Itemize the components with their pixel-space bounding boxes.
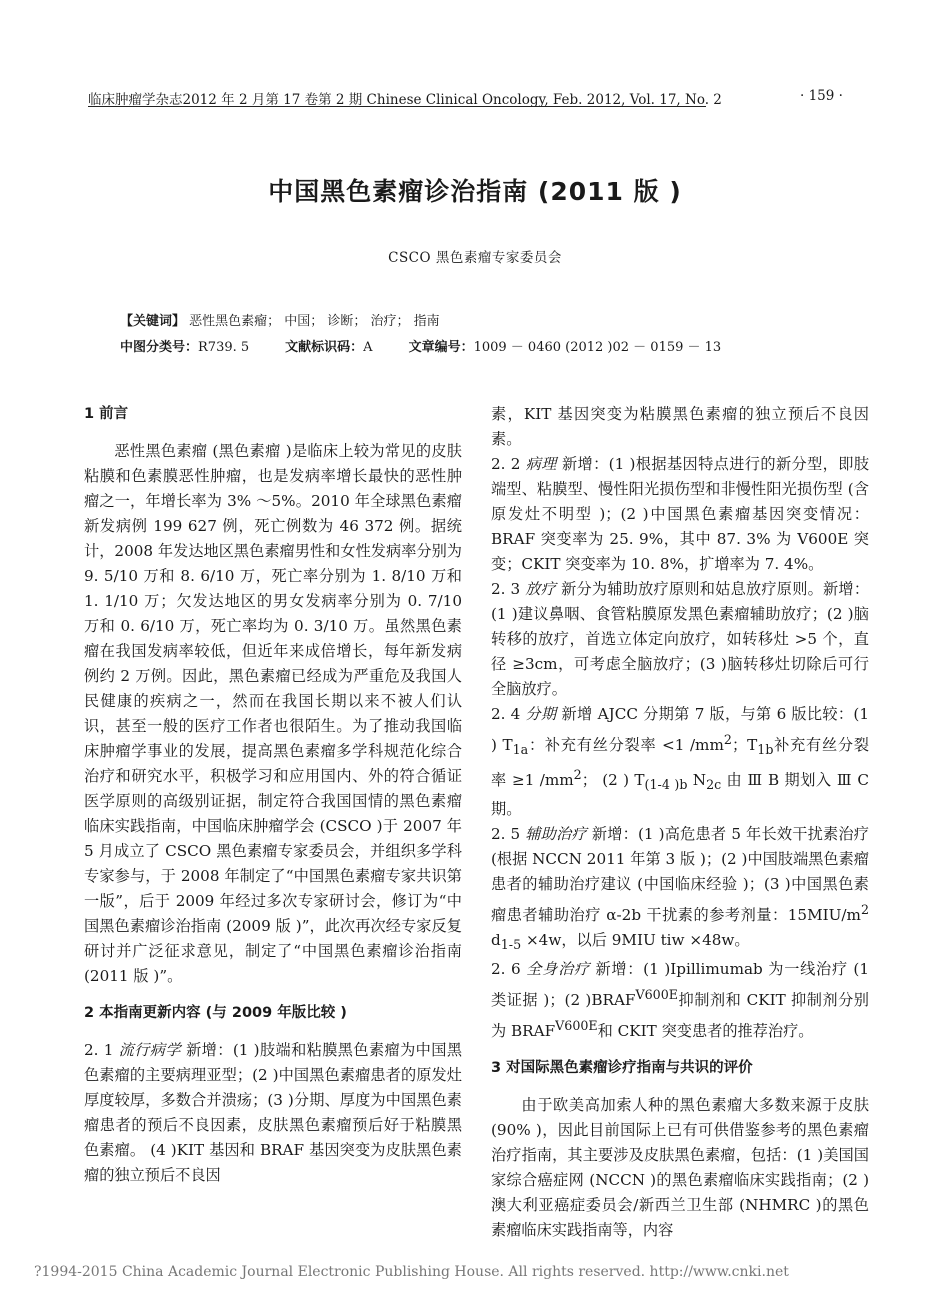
section-2-6-number: 2. 6 — [491, 960, 527, 979]
section-2-6-text-c: 和 CKIT 突变患者的推荐治疗。 — [597, 1022, 814, 1041]
section-2-5-title: 辅助治疗 — [525, 825, 587, 844]
section-2-4-text-g: 由 Ⅲ B 期划入 Ⅲ C 期。 — [491, 771, 869, 819]
d-subscript: 1-5 — [500, 937, 522, 953]
section-2-4 — [491, 702, 869, 822]
doc-code-value: A — [363, 340, 373, 355]
mm2-superscript-2: 2 — [573, 767, 582, 783]
section-2-6-text-a: 新增：(1 )Ipillimumab 为一线治疗 (1 类证据 )；(2 )BRAF — [491, 960, 869, 1010]
right-column — [491, 402, 869, 1243]
section-2-5-text-c: ×4w，以后 9MIU tiw ×48w。 — [521, 931, 750, 950]
article-id-value: 1009 － 0460 (2012 )02 － 0159 － 13 — [473, 340, 722, 355]
author-line: CSCO 黑色素瘤专家委员会 — [388, 250, 562, 266]
page-number: · 159 · — [800, 88, 843, 104]
copyright-footer: ?1994-2015 China Academic Journal Electronic Publishing House. All rights reserved. http://www.cnki.net — [34, 1264, 789, 1280]
section-2-6-title: 全身治疗 — [526, 960, 590, 979]
t1b-subscript: 1b — [757, 742, 774, 758]
section-2-3-title: 放疗 — [525, 580, 557, 598]
section-2-3 — [491, 577, 869, 702]
section-2-heading: 2 本指南更新内容 (与 2009 年版比较 ) — [84, 1005, 347, 1021]
section-2-3-number: 2. 3 — [491, 580, 526, 598]
t-subscript: (1-4 )b — [644, 777, 688, 793]
section-2-5-number: 2. 5 — [491, 825, 526, 844]
section-1-heading: 1 前言 — [84, 406, 129, 422]
m2-superscript: 2 — [860, 902, 869, 918]
doc-code-label: 文献标识码： — [285, 340, 364, 355]
v600e-superscript-2: V600E — [555, 1018, 598, 1034]
section-2-4-text-d: 补充有丝分裂率 ≥1 /mm — [491, 736, 869, 790]
section-2-1-title: 流行病学 — [118, 1041, 181, 1059]
keywords-line — [120, 310, 440, 329]
section-2-4-number: 2. 4 — [491, 705, 526, 723]
section-2-3-text: 新分为辅助放疗原则和姑息放疗原则。新增：(1 )建议鼻咽、食管粘膜原发黑色素瘤辅助放疗；(2 )脑转移的放疗，首选立体定向放疗，如转移灶 >5 个，直径 ≥3cm，可考虑全脑放疗；(3 )脑转移灶切除后可行全脑放疗。 — [491, 580, 870, 698]
classification-line — [120, 336, 721, 355]
keywords-text: 恶性黑色素瘤； 中国； 诊断； 治疗； 指南 — [185, 314, 440, 329]
section-2-1-text: 新增：(1 )肢端和粘膜黑色素瘤为中国黑色素瘤的主要病理亚型；(2 )中国黑色素瘤患者的原发灶厚度较厚，多数合并溃疡；(3 )分期、厚度为中国黑色素瘤患者的预后不良因素，皮肤黑色素瘤预后好于粘膜黑色素瘤。 (4 )KIT 基因和 BRAF 基因突变为皮肤黑色素瘤的独立预后不良因 — [84, 1041, 463, 1184]
section-3-heading: 3 对国际黑色素瘤诊疗指南与共识的评价 — [491, 1060, 753, 1077]
section-2-5-text-b: d — [491, 931, 501, 950]
section-2-5-text-a: 新增：(1 )高危患者 5 年长效干扰素治疗 (根据 NCCN 2011 年第 3 版 )；(2 )中国肢端黑色素瘤患者的辅助治疗建议 (中国临床经验 )；(3 )中国黑色素瘤患者辅助治疗 α-2b 干扰素的参考剂量：15MIU/m — [491, 825, 869, 925]
clc-label: 中图分类号： — [120, 340, 199, 355]
section-2-2-title: 病理 — [525, 455, 557, 473]
section-2-4-text-e: ； (2 ) T — [581, 771, 645, 790]
keywords-label: 【关键词】 — [120, 314, 186, 329]
clc-value: R739. 5 — [198, 340, 250, 355]
n2c-subscript: 2c — [706, 777, 722, 793]
header-rule — [88, 106, 706, 107]
section-2-2 — [491, 452, 869, 577]
v600e-superscript: V600E — [635, 987, 679, 1003]
section-1-paragraph: 恶性黑色素瘤 (黑色素瘤 )是临床上较为常见的皮肤粘膜和色素膜恶性肿瘤，也是发病率增长最快的恶性肿瘤之一，年增长率为 3% ～5%。2010 年全球黑色素瘤新发病例 199 627 例，死亡例数为 46 372 例。据统计，2008 年发达地区黑色素瘤男性和女性发病率分别为 9. 5/10 万和 8. 6/10 万，死亡率分别为 1. 8/10 万和 1. 1/10 万；欠发达地区的男女发病率分别为 0. 7/10 万和 0. 6/10 万，死亡率均为 0. 3/10 万。虽然黑色素瘤在我国发病率较低，但近年来成倍增长，每年新发病例约 2 万例。因此，黑色素瘤已经成为严重危及我国人民健康的疾病之一，然而在我国长期以来不被人们认识，甚至一般的医疗工作者也很陌生。为了推动我国临床肿瘤学事业的发展，提高黑色素瘤多学科规范化综合治疗和研究水平，积极学习和应用国内、外的符合循证医学原则的高级别证据，制定符合我国国情的黑色素瘤临床实践指南，中国临床肿瘤学会 (CSCO )于 2007 年 5 月成立了 CSCO 黑色素瘤专家委员会，并组织多学科专家参与，于 2008 年制定了“中国黑色素瘤专家共识第一版”，后于 2009 年经过多次专家研讨会，修订为“中国黑色素瘤诊治指南 (2009 版 )”，此次再次经专家反复研讨并广泛征求意见，制定了“中国黑色素瘤诊治指南 (2011 版 )”。 — [84, 442, 462, 985]
section-2-6 — [491, 957, 869, 1044]
running-header: 临床肿瘤学杂志2012 年 2 月第 17 卷第 2 期 Chinese Clinical Oncology, Feb. 2012, Vol. 17, No. 2 — [88, 92, 722, 108]
section-2-6-text-b: 抑制剂和 CKIT 抑制剂分别为 BRAF — [491, 991, 869, 1041]
section-2-1-continued: 素，KIT 基因突变为粘膜黑色素瘤的独立预后不良因素。 — [491, 405, 869, 448]
left-column — [84, 402, 462, 1188]
section-2-2-text: 新增：(1 )根据基因特点进行的新分型，即肢端型、粘膜型、慢性阳光损伤型和非慢性阳光损伤型 (含原发灶不明型 )；(2 )中国黑色素瘤基因突变情况：BRAF 突变率为 25. 9%，其中 87. 3% 为 V600E 突变；CKIT 突变率为 10. 8%，扩增率为 7. 4%。 — [491, 455, 870, 573]
t1a-subscript: 1a — [512, 742, 529, 758]
article-id-label: 文章编号： — [408, 340, 474, 355]
article-title: 中国黑色素瘤诊治指南 (2011 版 ) — [268, 177, 682, 206]
mm2-superscript: 2 — [723, 732, 732, 747]
section-2-5 — [491, 822, 869, 957]
section-2-4-text-c: ；T — [731, 736, 758, 755]
section-2-4-text-b: ：补充有丝分裂率 <1 /mm — [528, 736, 724, 755]
section-3-paragraph: 由于欧美高加索人种的黑色素瘤大多数来源于皮肤 (90% )，因此目前国际上已有可供借鉴参考的黑色素瘤治疗指南，其主要涉及皮肤黑色素瘤，包括：(1 )美国国家综合癌症网 (NCCN )的黑色素瘤临床实践指南；(2 )澳大利亚癌症委员会/新西兰卫生部 (NHMRC )的黑色素瘤临床实践指南等，内容 — [491, 1096, 869, 1240]
section-2-4-text-f: N — [687, 771, 707, 790]
section-2-4-title: 分期 — [525, 705, 557, 723]
section-2-2-number: 2. 2 — [491, 455, 526, 473]
section-2-4-text-a: 新增 AJCC 分期第 7 版，与第 6 版比较：(1 ) T — [491, 705, 869, 755]
section-2-1 — [84, 1038, 462, 1188]
section-2-1-number: 2. 1 — [84, 1041, 119, 1059]
